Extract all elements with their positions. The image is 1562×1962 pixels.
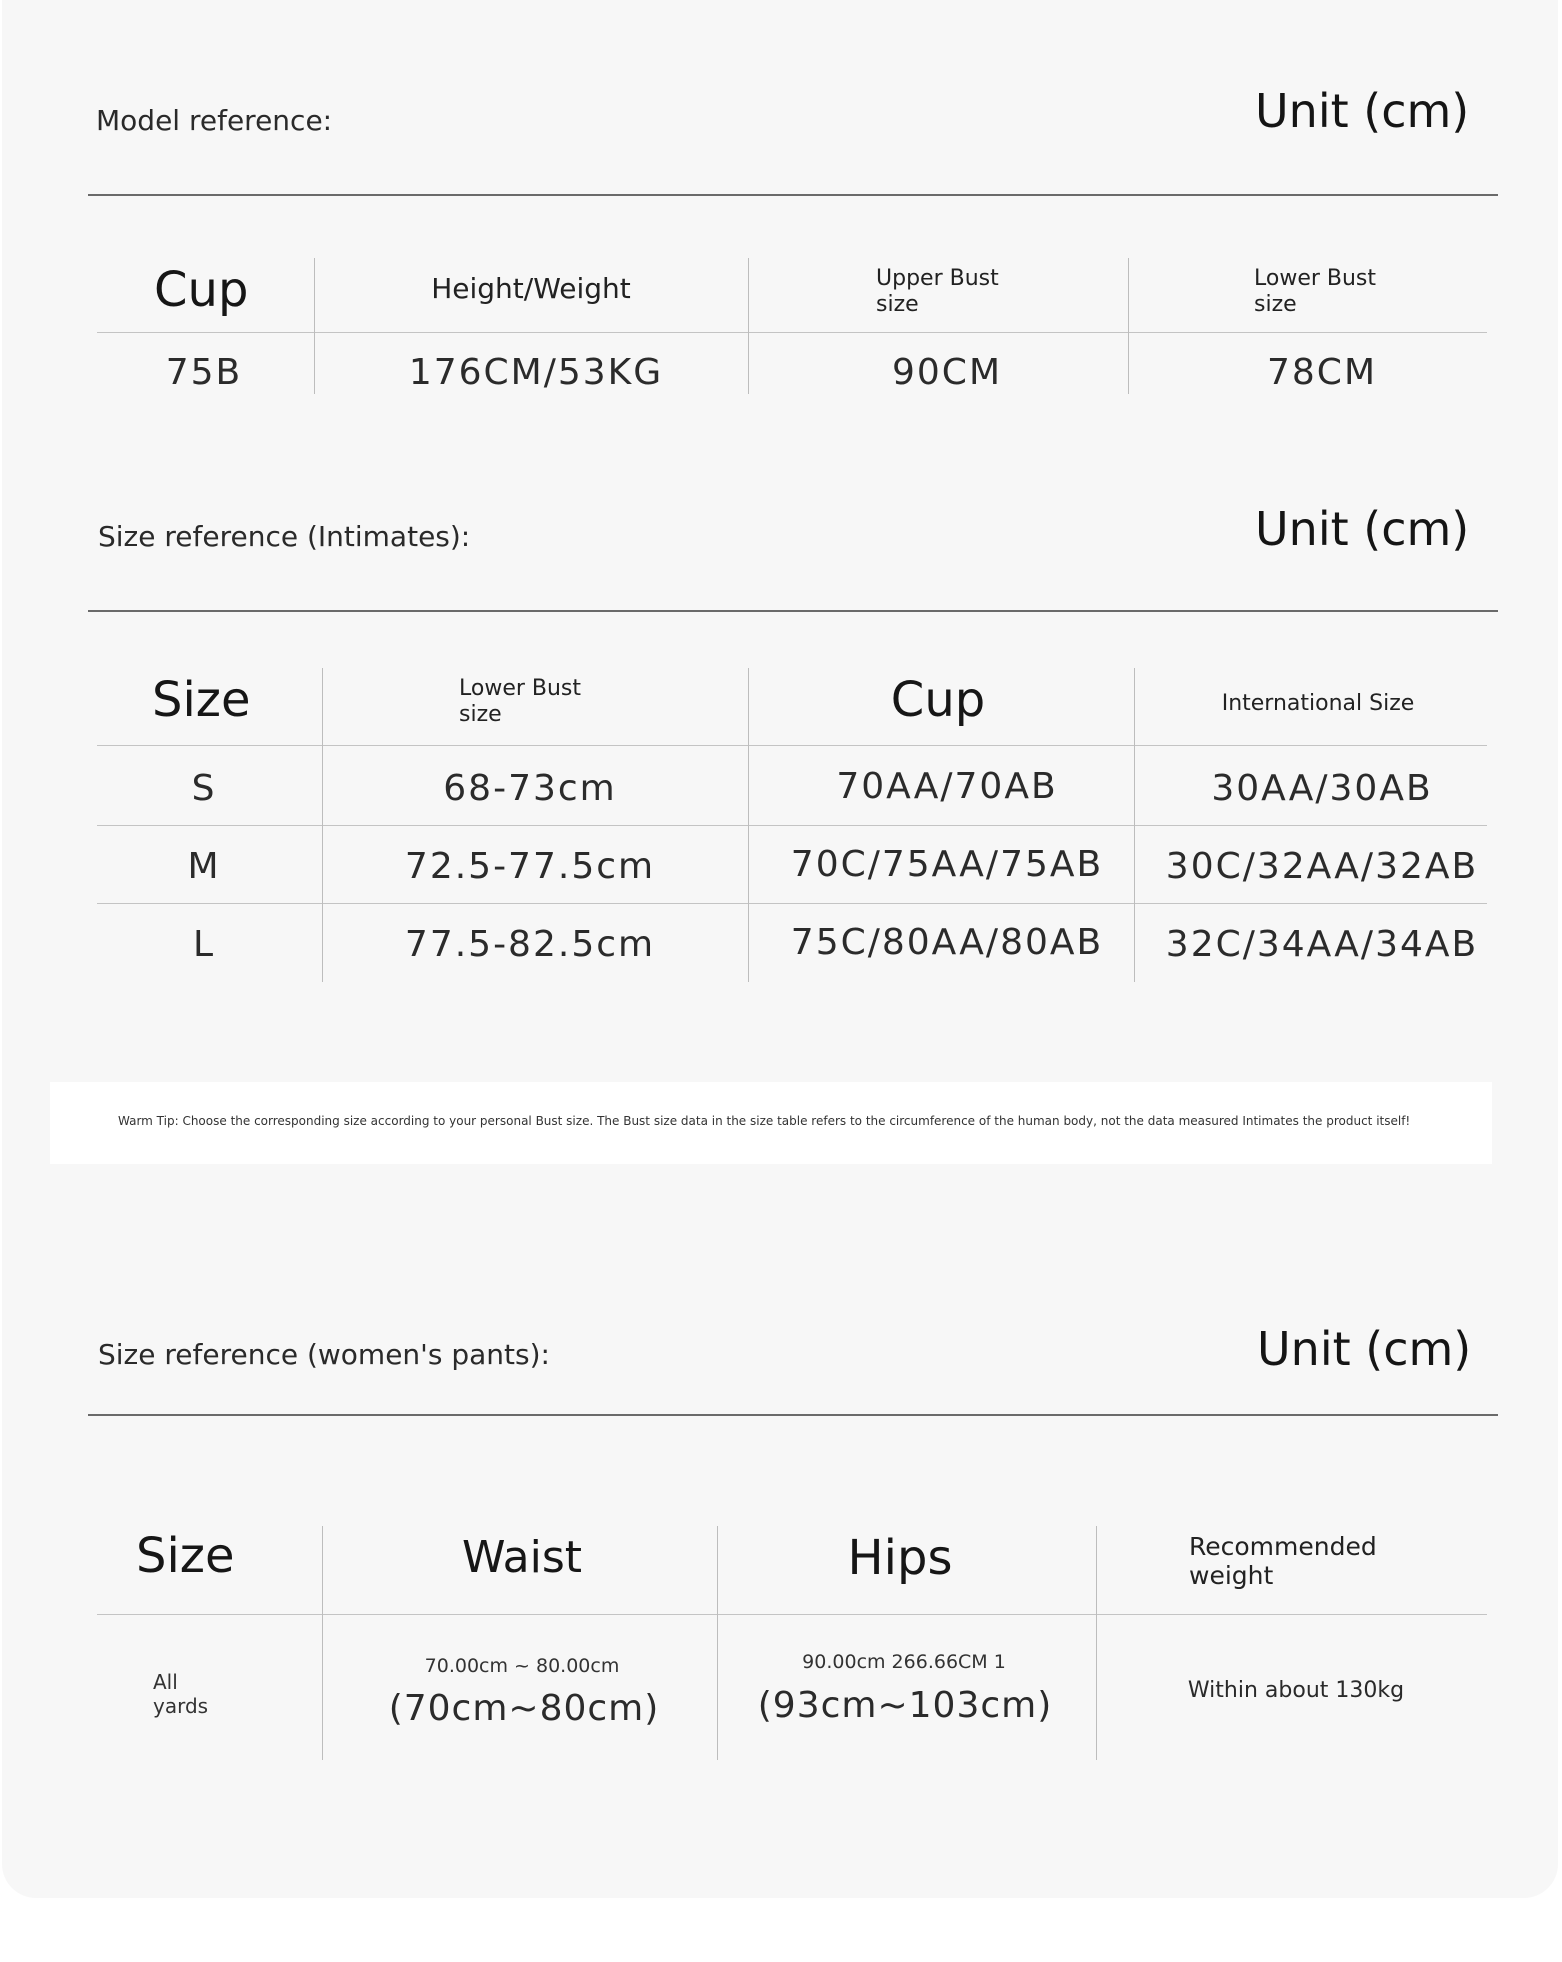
intimates-header-size: Size [152,672,251,728]
model-upper-bust-value: 90CM [891,352,1003,393]
intimates-col-divider [748,668,749,982]
intimates-col-divider [1134,668,1135,982]
pants-table-header-line [97,1614,1487,1615]
pants-section-divider [88,1414,1498,1416]
pants-header-hips: Hips [847,1530,953,1586]
warm-tip-banner [50,1082,1492,1164]
pants-waist-value: (70cm~80cm) [388,1688,660,1729]
intimates-row-l-size: L [192,924,216,965]
model-section-title: Model reference: [96,104,333,137]
model-header-upper-bust: Upper Bust size [876,266,999,317]
intimates-row-m-lower-bust: 72.5-77.5cm [404,846,656,887]
pants-header-weight: Recommended weight [1189,1532,1377,1590]
intimates-col-divider [322,668,323,982]
intimates-row-m-size: M [187,846,221,887]
model-header-height-weight: Height/Weight [431,272,631,305]
intimates-row-m-cup: 70C/75AA/75AB [790,844,1104,885]
model-cup-value: 75B [165,352,243,393]
intimates-section-title: Size reference (Intimates): [98,520,471,553]
pants-waist-small: 70.00cm ~ 80.00cm [424,1655,620,1677]
model-height-weight-value: 176CM/53KG [408,352,664,393]
model-lower-bust-value: 78CM [1266,352,1378,393]
model-header-cup: Cup [154,262,249,318]
model-section-divider [88,194,1498,196]
pants-col-divider [717,1526,718,1760]
pants-weight-value: Within about 130kg [1187,1678,1405,1703]
intimates-row-s-size: S [191,768,217,809]
model-col-divider [1128,258,1129,394]
intimates-header-cup: Cup [890,672,986,728]
intimates-row-line [97,825,1487,826]
pants-section-title: Size reference (women's pants): [98,1338,550,1371]
model-col-divider [748,258,749,394]
intimates-row-m-international: 30C/32AA/32AB [1165,846,1479,887]
pants-unit-label: Unit (cm) [1257,1322,1472,1376]
intimates-row-s-international: 30AA/30AB [1211,768,1433,809]
intimates-row-s-lower-bust: 68-73cm [443,768,617,809]
model-table-header-line [97,332,1487,333]
pants-col-divider [1096,1526,1097,1760]
intimates-row-line [97,903,1487,904]
intimates-section-divider [88,610,1498,612]
intimates-row-l-lower-bust: 77.5-82.5cm [404,924,656,965]
intimates-row-l-cup: 75C/80AA/80AB [790,922,1104,963]
model-header-lower-bust: Lower Bust size [1254,266,1377,317]
pants-header-waist: Waist [461,1532,583,1583]
warm-tip-text: Warm Tip: Choose the corresponding size according to your personal Bust size. The Bust size data in the size table refers to the circumference of the human body, not the data measured Intimates the product itself! [118,1114,1411,1128]
pants-hips-small: 90.00cm 266.66CM 1 [802,1651,1006,1673]
pants-col-divider [322,1526,323,1760]
pants-size-value: All yards [153,1670,209,1718]
model-unit-label: Unit (cm) [1255,84,1470,138]
intimates-unit-label: Unit (cm) [1255,502,1470,556]
intimates-header-international: International Size [1221,691,1415,716]
intimates-row-s-cup: 70AA/70AB [836,766,1058,807]
model-col-divider [314,258,315,394]
intimates-row-line [97,745,1487,746]
intimates-row-l-international: 32C/34AA/34AB [1165,924,1479,965]
pants-header-size: Size [136,1528,235,1584]
pants-hips-value: (93cm~103cm) [757,1685,1053,1726]
intimates-header-lower-bust: Lower Bust size [459,676,582,727]
